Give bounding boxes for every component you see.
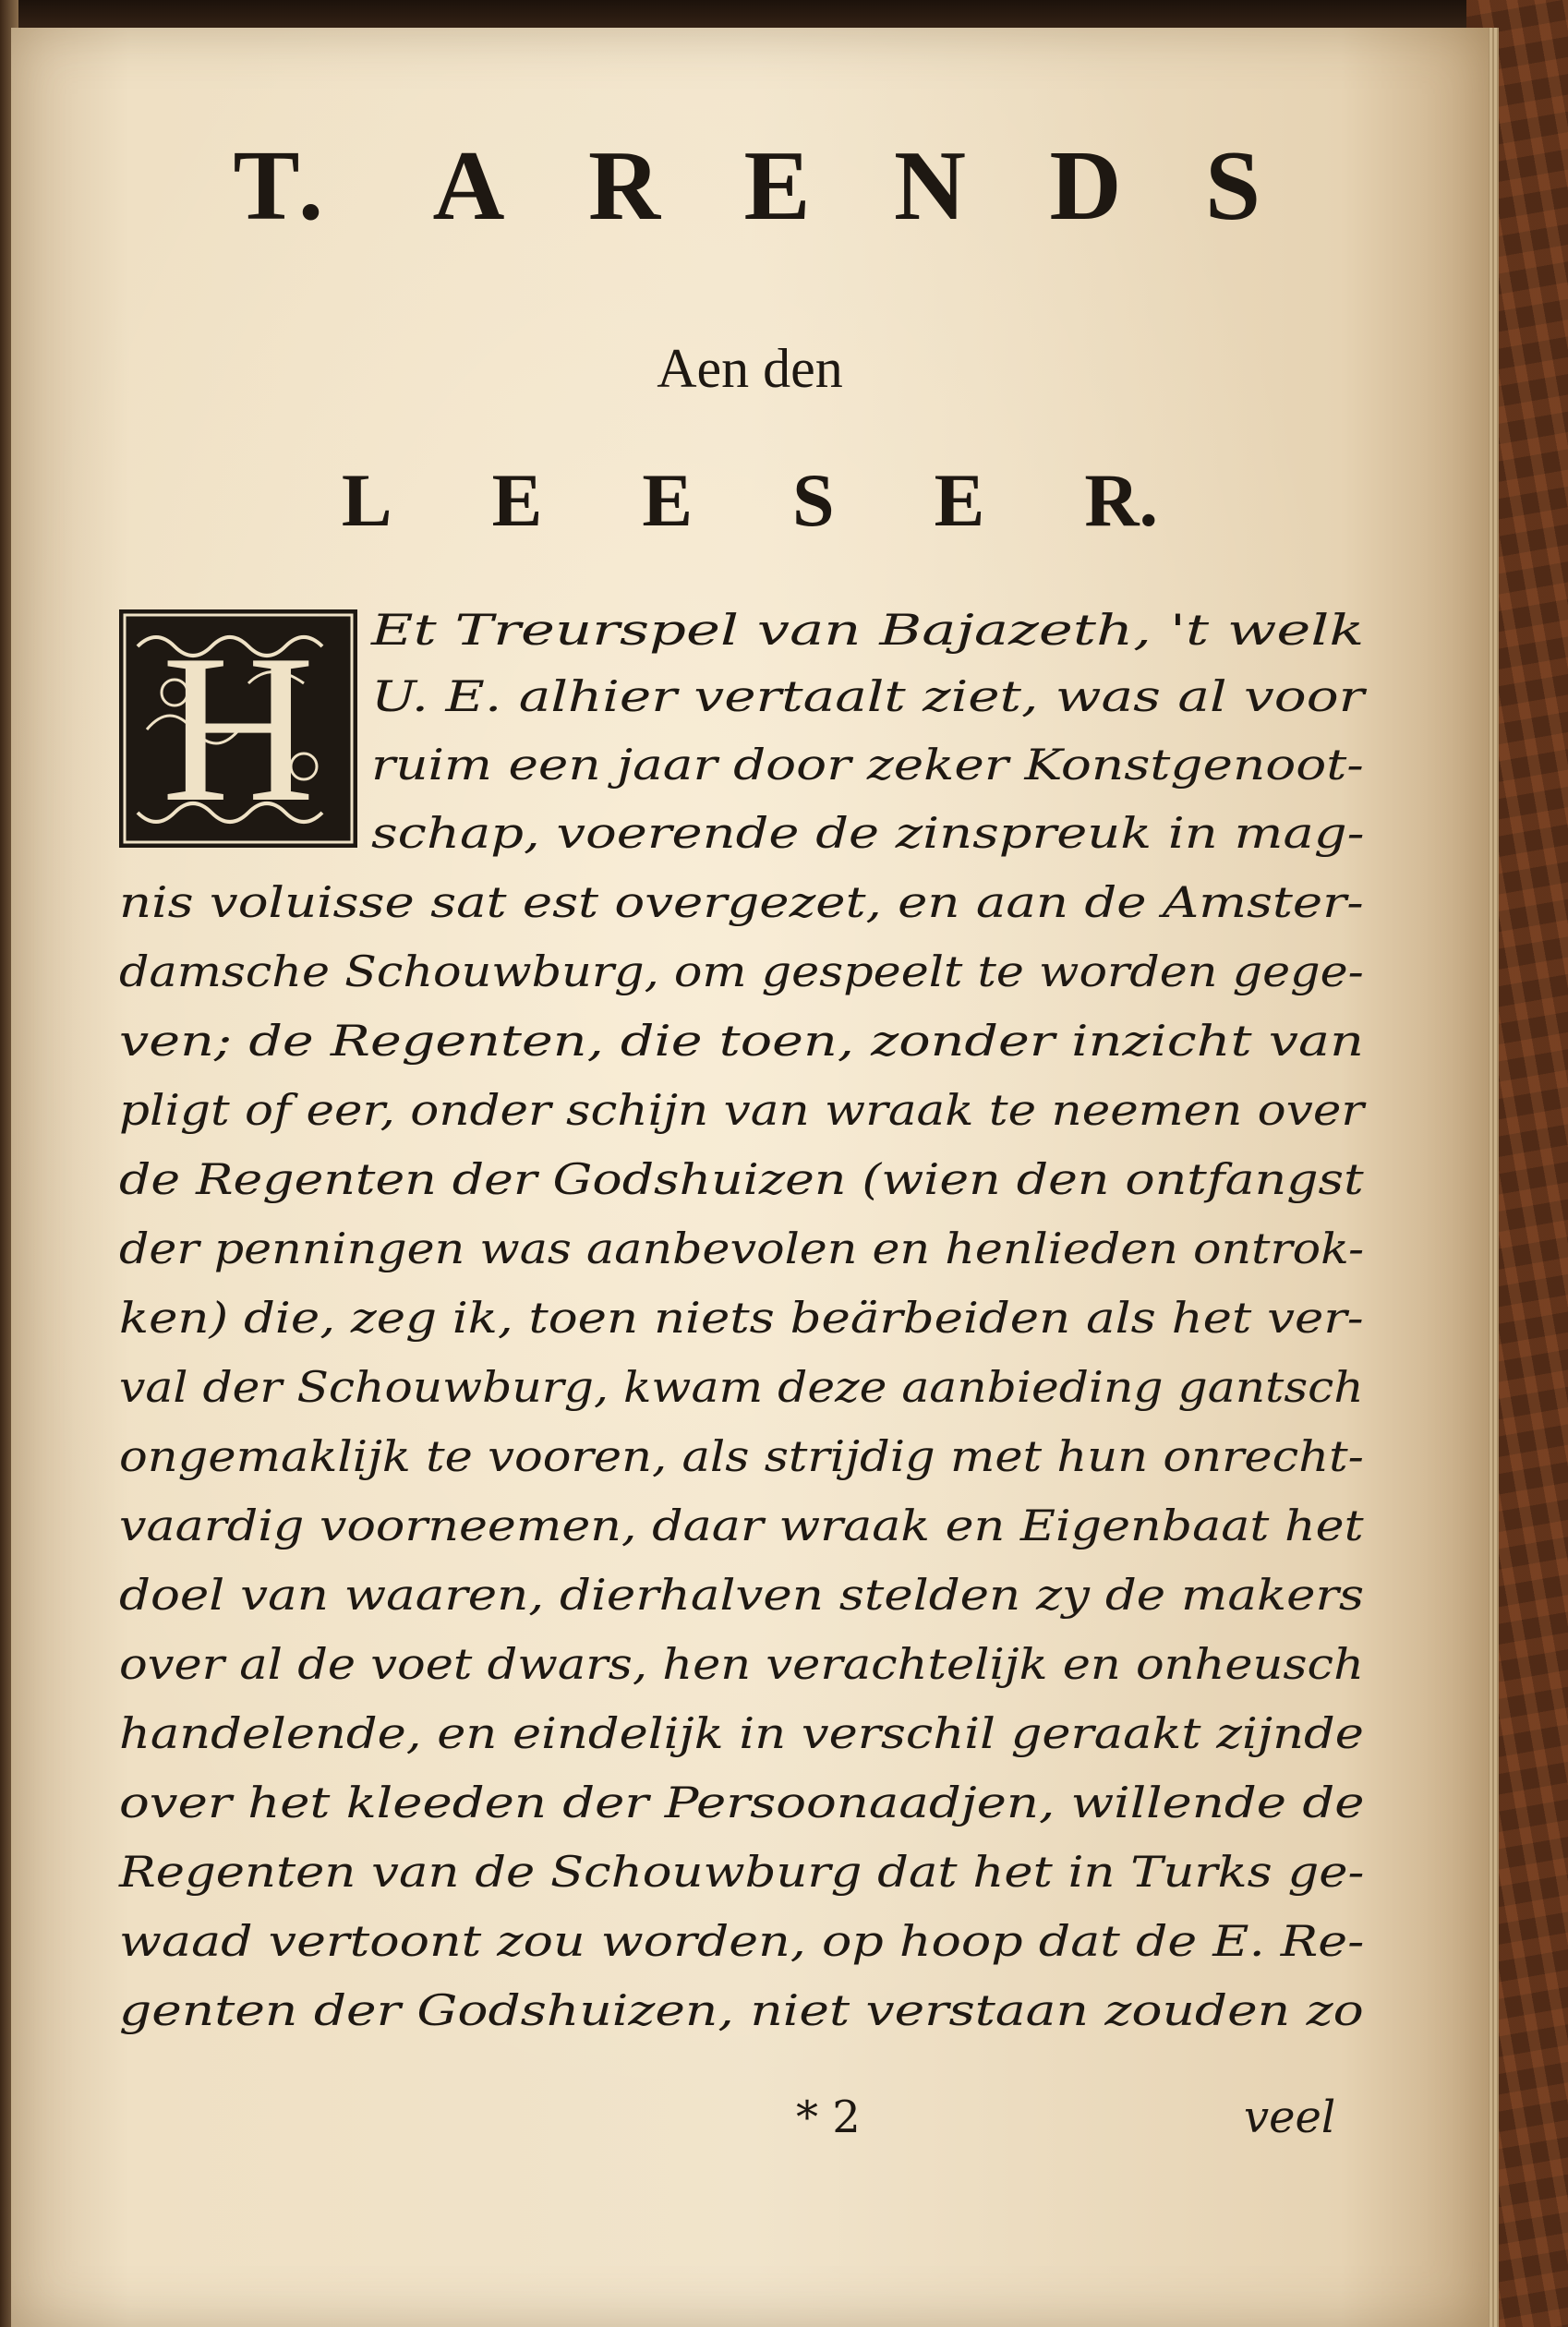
- body-line: Et Treurspel van Bajazeth, 't welk: [371, 605, 1365, 655]
- body-line: doel van waaren, dierhalven stelden zy de makers: [119, 1570, 1365, 1620]
- running-head-letter: E: [743, 131, 816, 241]
- body-line: ken) die, zeg ik, toen niets beärbeiden als het ver-: [119, 1293, 1364, 1343]
- heading-letter: S: [792, 458, 835, 542]
- running-head-letter: A: [432, 131, 511, 241]
- section-heading: [11, 457, 1489, 544]
- initial-letter: H: [161, 610, 316, 846]
- signature-mark: * 2: [796, 2092, 861, 2143]
- running-head-letter: S: [1204, 131, 1267, 241]
- running-head-letter: T.: [233, 131, 330, 241]
- body-line: handelende, en eindelijk in verschil geraakt zijnde: [119, 1708, 1364, 1758]
- heading-letter: R.: [1084, 458, 1159, 542]
- body-line: waad vertoont zou worden, op hoop dat de E. Re-: [119, 1916, 1365, 1966]
- subtitle: Aen den: [657, 338, 843, 399]
- running-head-letter: D: [1049, 131, 1128, 241]
- body-line: Regenten van de Schouwburg dat het in Turks ge-: [119, 1847, 1365, 1897]
- body-line: over al de voet dwars, hen verachtelijk en onheusch: [119, 1639, 1364, 1689]
- body-line: ruim een jaar door zeker Konstgenoot-: [371, 740, 1364, 790]
- body-line: vaardig voorneemen, daar wraak en Eigenbaat het: [119, 1501, 1364, 1550]
- book-page: [11, 28, 1489, 2327]
- body-line: genten der Godshuizen, niet verstaan zouden zo: [119, 1985, 1364, 2035]
- body-line: schap, voerende de zinspreuk in mag-: [371, 808, 1365, 858]
- body-line: der penningen was aanbevolen en henlieden ontrok-: [119, 1224, 1365, 1273]
- heading-letter: E: [934, 458, 985, 542]
- decorated-initial: [119, 609, 357, 848]
- heading-letter: E: [491, 458, 543, 542]
- body-line: pligt of eer, onder schijn van wraak te neemen over: [119, 1085, 1364, 1135]
- running-head-letter: N: [893, 131, 972, 241]
- body-line: de Regenten der Godshuizen (wien den ontfangst: [119, 1154, 1364, 1204]
- heading-letter: L: [341, 458, 392, 542]
- body-line: ongemaklijk te vooren, als strijdig met hun onrecht-: [119, 1431, 1364, 1481]
- page-content: [11, 28, 1489, 2327]
- body-line: damsche Schouwburg, om gespeelt te worden gege-: [119, 946, 1364, 996]
- running-head-letter: R: [587, 131, 667, 241]
- body-line: U. E. alhier vertaalt ziet, was al voor: [371, 671, 1365, 721]
- body-line: ven; de Regenten, die toen, zonder inzicht van: [119, 1016, 1364, 1066]
- catchword: veel: [1244, 2092, 1336, 2143]
- body-line: over het kleeden der Persoonaadjen, willende de: [119, 1778, 1365, 1827]
- body-line: val der Schouwburg, kwam deze aanbieding gantsch: [119, 1362, 1364, 1412]
- heading-letter: E: [642, 458, 694, 542]
- running-head: [11, 129, 1489, 244]
- body-line: nis voluisse sat est overgezet, en aan de Amster-: [119, 877, 1364, 927]
